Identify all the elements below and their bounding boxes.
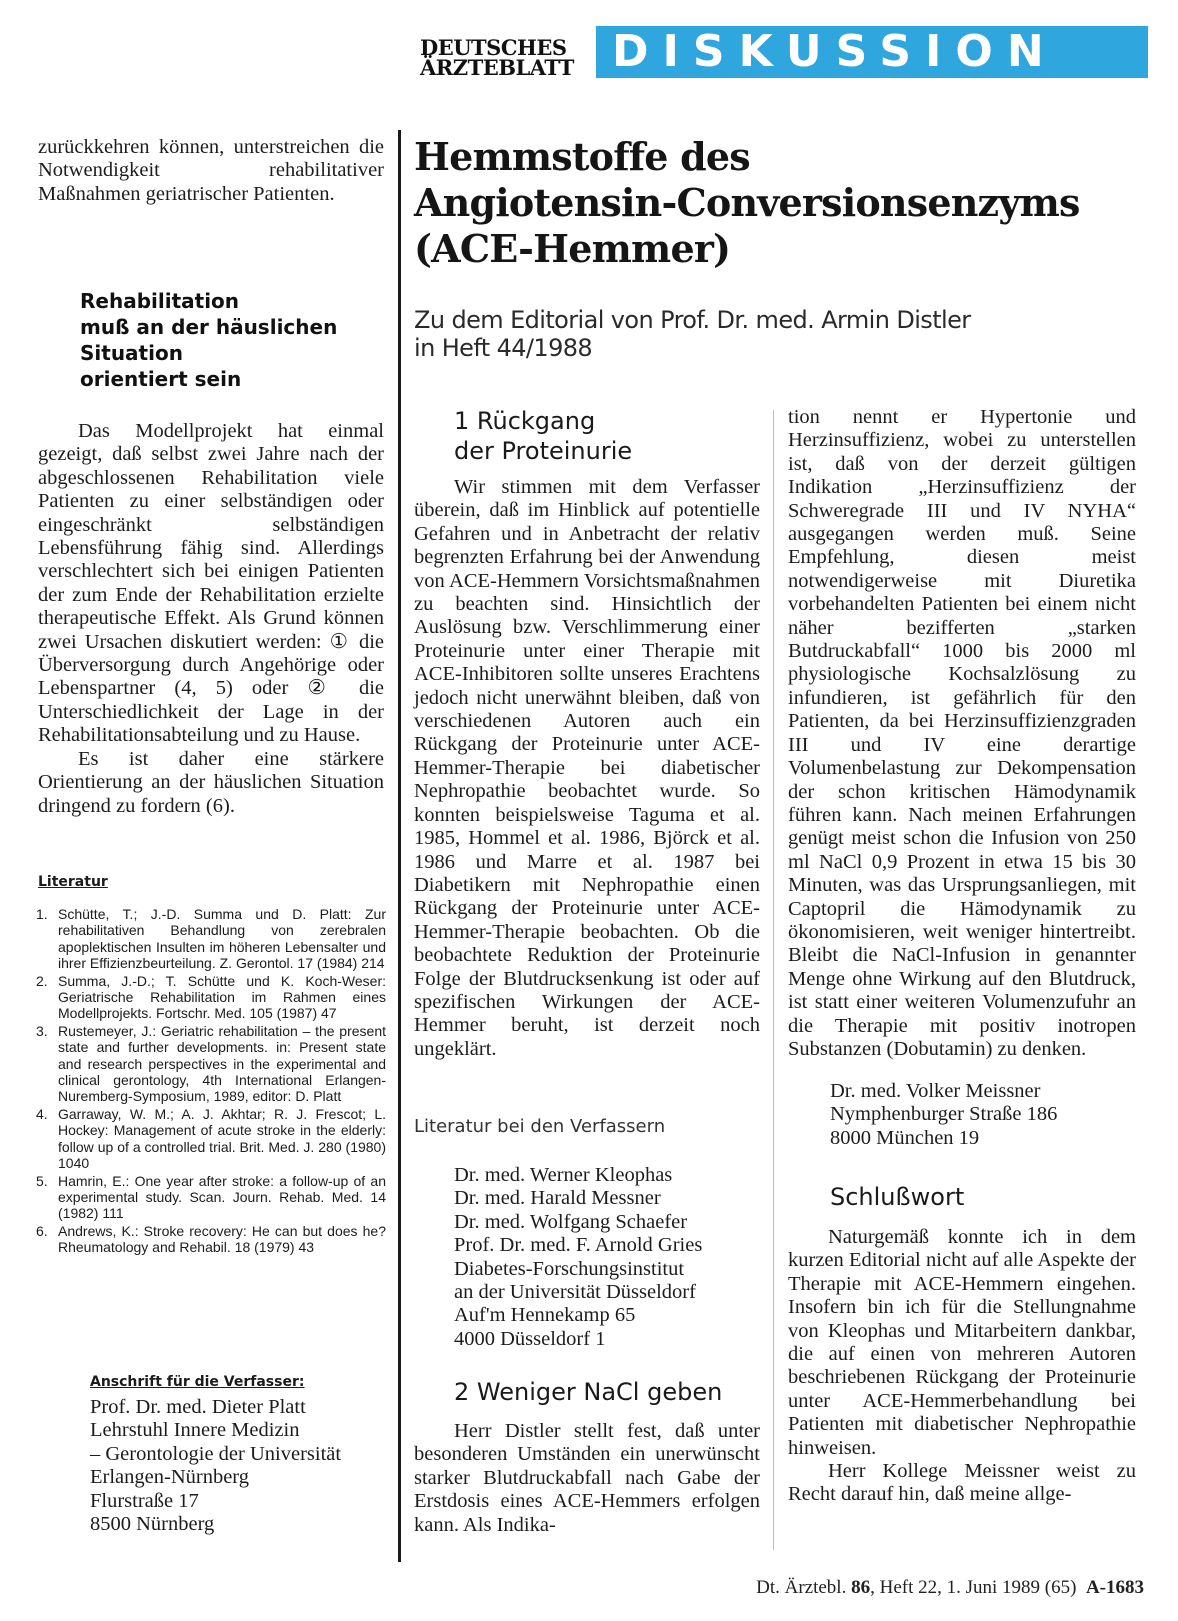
signature-line: Dr. med. Harald Messner	[454, 1187, 661, 1210]
signature-line: Diabetes-Forschungsinstitut	[454, 1257, 685, 1280]
article-title	[414, 134, 1144, 272]
reference-text: Garraway, W. M.; A. J. Akhtar; R. J. Frescot; L. Hockey: Management of acute stroke in the elderly: follow up of a controlled trial. Brit. Med. J. 280 (1980) 1040	[58, 1105, 386, 1172]
section-1-heading	[454, 406, 754, 466]
address-line: Lehrstuhl Innere Medizin	[90, 1419, 300, 1442]
left-paragraph-2: Es ist daher eine stärkere Orientierung an der häuslichen Situation dringend zu fordern (6).	[38, 747, 384, 817]
signature-line: Auf'm Hennekamp 65	[454, 1304, 636, 1327]
footer-journal: Dt. Ärztebl.	[756, 1577, 847, 1598]
signature-block-2	[830, 1080, 1150, 1150]
address-heading: Anschrift für die Verfasser:	[90, 1374, 305, 1390]
reference-item	[36, 973, 386, 1022]
logo-line-2: ÄRZTEBLATT	[420, 55, 574, 80]
section-1-paragraph: Wir stimmen mit dem Verfasser überein, daß im Hinblick auf potentielle Gefahren und in Anbetracht der relativ begrenzten Erfahrung bei der Anwendung von ACE-Hemmern Vorsichtsmaßnahmen zu beachten sind. Hinsichtlich der Auslösung bzw. Verschlimmerung einer Proteinurie unter einer Therapie mit ACE-Inhibitoren sollte unseres Erachtens jedoch nicht unerwähnt bleiben, daß von verschiedenen Autoren auch ein Rückgang der Proteinurie unter ACE-Hemmer-Therapie bei diabetischer Nephropathie beobachtet wurde. So konnten beispielsweise Taguma et al. 1985, Hommel et al. 1986, Björck et al. 1986 und Marre et al. 1987 bei Diabetikern mit Nephropathie einen Rückgang der Proteinurie unter ACE-Hemmer-Therapie beobachten. Ob die beobachtete Reduktion der Proteinurie Folge der Blutdrucksenkung ist oder auf spezifischen Wirkungen der ACE-Hemmer beruht, ist derzeit noch ungeklärt.	[414, 476, 760, 1060]
reference-number: 2.	[36, 972, 48, 989]
reply-heading: Schlußwort	[830, 1183, 965, 1211]
reference-number: 4.	[36, 1105, 48, 1122]
left-heading-line: Rehabilitation	[80, 289, 240, 313]
reference-item	[36, 1173, 386, 1222]
signature-line: Dr. med. Volker Meissner	[830, 1080, 1041, 1102]
left-intro-text	[38, 136, 384, 206]
signature-line: 8000 München 19	[830, 1126, 980, 1149]
signature-line: Nymphenburger Straße 186	[830, 1103, 1058, 1126]
reply-body	[788, 1226, 1136, 1507]
left-heading-line: muß an der häuslichen	[80, 315, 338, 339]
page-footer	[668, 1577, 1144, 1599]
section-2-continued	[788, 406, 1136, 1061]
reference-list	[36, 906, 386, 1257]
signature-block-1	[454, 1164, 774, 1351]
signature-line: an der Universität Düsseldorf	[454, 1281, 696, 1304]
title-line: (ACE-Hemmer)	[414, 226, 731, 271]
reference-item	[36, 1223, 386, 1256]
reference-number: 5.	[36, 1172, 48, 1189]
address-line: 8500 Nürnberg	[90, 1513, 215, 1536]
reference-number: 6.	[36, 1222, 48, 1239]
reference-text: Hamrin, E.: One year after stroke: a follow-up of an experimental study. Scan. Journ. Rehab. Med. 14 (1982) 111	[58, 1172, 386, 1222]
footer-issue-date: , Heft 22, 1. Juni 1989 (65)	[870, 1577, 1077, 1598]
section-2-paragraph: Herr Distler stellt fest, daß unter besonderen Umständen ein unerwünscht starker Blutdruckabfall nach Gabe der Erstdosis eines ACE-Hemmers erfolgen kann. Als Indika-	[414, 1420, 760, 1536]
reference-number: 3.	[36, 1022, 48, 1039]
author-address	[90, 1396, 390, 1536]
subtitle-line: Zu dem Editorial von Prof. Dr. med. Armin Distler	[414, 306, 971, 334]
section-banner: DISKUSSION	[596, 26, 1148, 78]
reply-paragraph-1: Naturgemäß konnte ich in dem kurzen Editorial nicht auf alle Aspekte der Therapie mit ACE-Hemmern eingehen. Insofern bin ich für die Stellungnahme von Kleophas und Mitarbeitern dankbar, die auf einen von mehreren Autoren beschriebenen Rückgang der Proteinurie unter ACE-Hemmerbehandlung bei Patienten mit diabetischer Nephropathie hinweisen.	[788, 1226, 1136, 1459]
reference-item	[36, 906, 386, 972]
address-line: Erlangen-Nürnberg	[90, 1466, 250, 1489]
left-section-heading	[80, 288, 380, 392]
section-1-body	[414, 476, 760, 1061]
section-2-continued-paragraph: tion nennt er Hypertonie und Herzinsuffizienz, wobei zu unterstellen ist, daß von der derzeit gültigen Indikation „Herzinsuffizienz der Schweregrade III und IV NYHA“ ausgegangen werden muß. Seine Empfehlung, diesen meist notwendigerweise mit Diuretika vorbehandelten Patienten bei einem nicht näher bezifferten „starken Butdruckabfall“ 1000 bis 2000 ml physiologische Kochsalzlösung zu infundieren, ist gefährlich für den Patienten, da bei Herzinsuffizienzgraden III und IV eine derartige Volumenbelastung zur Dekompensation der schon kritischen Hämodynamik führen kann. Nach meinen Erfahrungen genügt meist schon die Infusion von 250 ml NaCl 0,9 Prozent in etwa 15 bis 30 Minuten, was das Ursprungsanliegen, mit Captopril die Hämodynamik zu ökonomisieren, weit weniger hintertreibt. Bleibt die NaCl-Infusion in genannter Menge ohne Wirkung auf den Blutdruck, ist statt einer weiteren Volumenzufuhr an die Therapie mit positiv inotropen Substanzen (Dobutamin) zu denken.	[788, 406, 1136, 1060]
reference-item	[36, 1106, 386, 1172]
section-2-body	[414, 1420, 760, 1537]
reference-item	[36, 1023, 386, 1105]
literature-heading: Literatur	[38, 874, 108, 890]
left-heading-line: Situation	[80, 341, 183, 365]
signature-line: 4000 Düsseldorf 1	[454, 1327, 606, 1350]
title-line: Hemmstoffe des	[414, 134, 750, 179]
left-body-text	[38, 420, 384, 818]
journal-logo	[420, 35, 610, 80]
title-line: Angiotensin-Conversionsenzyms	[414, 180, 1080, 225]
footer-volume: 86	[851, 1577, 871, 1598]
reference-text: Summa, J.-D.; T. Schütte und K. Koch-Weser: Geriatrische Rehabilitation im Rahmen eines Modellprojekts. Fortschr. Med. 105 (1987) 47	[58, 972, 386, 1022]
reference-text: Andrews, K.: Stroke recovery: He can but does he? Rheumatology and Rehabil. 18 (1979) 43	[58, 1222, 386, 1256]
reference-text: Rustemeyer, J.: Geriatric rehabilitation – the present state and further developments. in: Present state and research perspectives in the experimental and clinical gerontology, 4th International Erlangen-Nuremberg-Symposium, 1989, editor: D. Platt	[58, 1022, 386, 1105]
footer-page-number: A-1683	[1085, 1577, 1144, 1598]
signature-line: Dr. med. Werner Kleophas	[454, 1164, 673, 1186]
left-heading-line: orientiert sein	[80, 367, 242, 391]
reference-text: Schütte, T.; J.-D. Summa und D. Platt: Zur rehabilitativen Behandlung von zerebralen apoplektischen Insulten im höheren Lebensalter und ihrer Effizienzbeurteilung. Z. Gerontol. 17 (1984) 214	[58, 906, 386, 972]
reference-number: 1.	[36, 906, 48, 922]
signature-line: Dr. med. Wolfgang Schaefer	[454, 1210, 688, 1233]
left-paragraph-1: Das Modellprojekt hat einmal gezeigt, daß selbst zwei Jahre nach der abgeschlossenen Rehabilitation viele Patienten zu einer selbständigen oder eingeschränkt selbständigen Lebensführung fähig sind. Allerdings verschlechtert sich bei einigen Patienten der zum Ende der Rehabilitation erzielte therapeutische Effekt. Als Grund können zwei Ursachen diskutiert werden: ① die Überversorgung durch Angehörige oder Lebenspartner (4, 5) oder ② die Unterschiedlichkeit der Lage in der Rehabilitationsabteilung und zu Hause.	[38, 420, 384, 747]
address-line: Flurstraße 17	[90, 1489, 199, 1512]
left-intro-paragraph: zurückkehren können, unterstreichen die Notwendigkeit rehabilitativer Maßnahmen geriatrischer Patienten.	[38, 136, 384, 205]
article-subtitle	[414, 306, 1114, 362]
column-divider	[398, 130, 401, 1562]
reply-paragraph-2: Herr Kollege Meissner weist zu Recht darauf hin, daß meine allge-	[788, 1460, 1136, 1506]
subtitle-line: in Heft 44/1988	[414, 334, 593, 362]
literature-note: Literatur bei den Verfassern	[414, 1116, 666, 1137]
signature-line: Prof. Dr. med. F. Arnold Gries	[454, 1234, 703, 1257]
address-line: – Gerontologie der Universität	[90, 1442, 342, 1465]
address-line: Prof. Dr. med. Dieter Platt	[90, 1396, 306, 1418]
logo-line-1: DEUTSCHES	[420, 35, 567, 60]
section-2-heading: 2 Weniger NaCl geben	[454, 1378, 723, 1406]
section-heading-line: der Proteinurie	[454, 437, 633, 465]
section-heading-line: 1 Rückgang	[454, 407, 596, 435]
